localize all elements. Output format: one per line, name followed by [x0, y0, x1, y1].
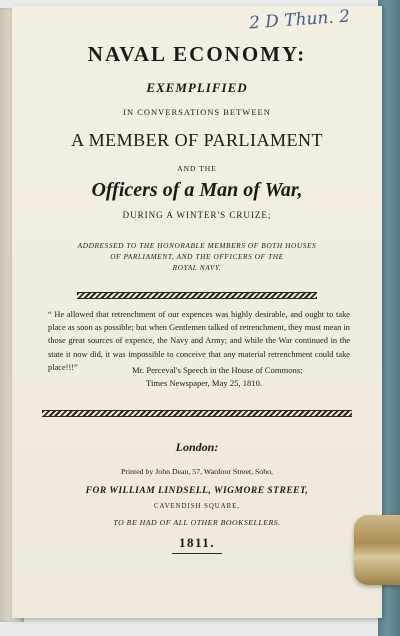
imprint-printer: Printed by John Dean, 57, Wardour Street, Soho, [121, 467, 273, 476]
conversations-line: IN CONVERSATIONS BETWEEN [123, 107, 271, 117]
brass-clasp [354, 515, 400, 585]
book-title: NAVAL ECONOMY: [87, 42, 307, 66]
and-the-line: AND THE [177, 164, 217, 173]
citation-line: Mr. Perceval's Speech in the House of Commons; [132, 365, 303, 375]
imprint-publisher: FOR WILLIAM LINDSELL, WIGMORE STREET, [85, 486, 309, 496]
imprint-square: CAVENDISH SQUARE, [154, 503, 240, 510]
title-page [12, 6, 382, 618]
decorative-rule [42, 410, 352, 417]
epigraph-citation [132, 364, 362, 389]
officers-line: Officers of a Man of War, [91, 179, 303, 201]
citation-line: Times Newspaper, May 25, 1810. [146, 377, 263, 388]
dedication-line: ROYAL NAVY. [172, 263, 222, 272]
imprint-city: London: [175, 440, 219, 454]
handwritten-inscription: 2 D Thun. 2 [248, 6, 351, 34]
dedication-line: ADDRESSED TO THE HONORABLE MEMBERS OF BOTH HOUSES [77, 241, 317, 250]
cruize-line: DURING A WINTER'S CRUIZE; [122, 210, 272, 220]
dedication [12, 240, 382, 273]
dedication-line: OF PARLIAMENT, AND THE OFFICERS OF THE [110, 252, 284, 261]
year-dash [172, 553, 222, 554]
book-subtitle: EXEMPLIFIED [146, 80, 248, 95]
imprint-sellers: TO BE HAD OF ALL OTHER BOOKSELLERS. [113, 518, 281, 527]
imprint-year: 1811. [178, 535, 216, 550]
decorative-rule [77, 292, 317, 299]
epigraph-quote: “ He allowed that retrenchment of our expences was highly desirable, and ought to take place as soon as possible; but when Gentlemen talked of retrenchment, they must mean in those great sources of expence, the Navy and Army; and while the War continued in the state it now did, it was impossible to conceive that any material retrenchment could take place!!!” [48, 310, 350, 372]
member-line: A MEMBER OF PARLIAMENT [71, 130, 323, 150]
